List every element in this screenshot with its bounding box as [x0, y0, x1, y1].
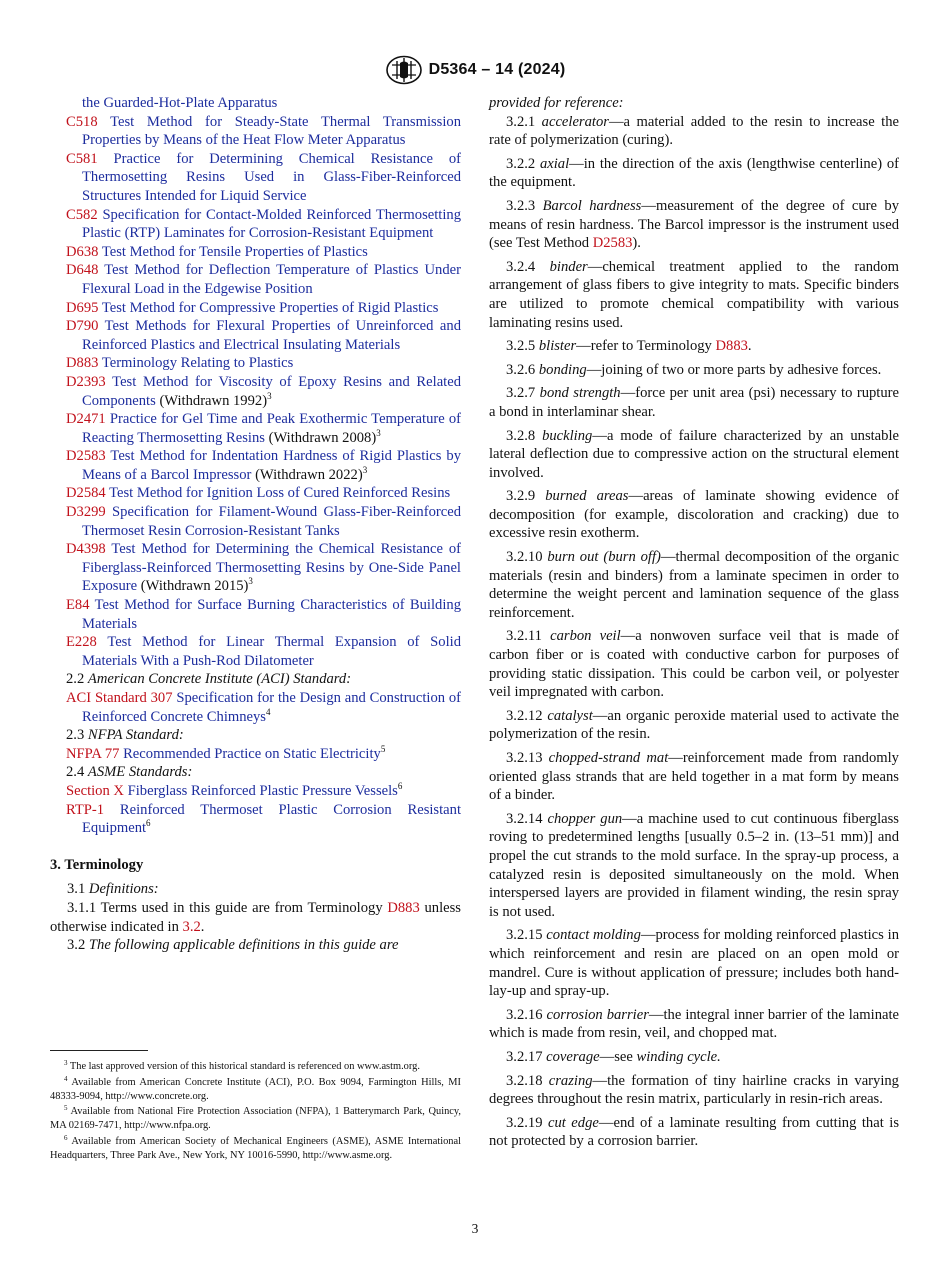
reference-d883[interactable]: [66, 354, 461, 373]
definitions-list: [489, 113, 899, 1151]
reference-title[interactable]: Practice for Determining Chemical Resistance of Thermosetting Resins Used in Glass-Fiber-Reinforced Structures Intended for Liquid Service: [82, 150, 461, 204]
reference-nfpa-77[interactable]: NFPA 77 Recommended Practice on Static Electricity$^5$: [66, 743, 386, 762]
definition-3-2-5: [489, 337, 899, 356]
reference-d2471[interactable]: [66, 410, 461, 447]
footnote-divider: [50, 1050, 148, 1051]
definition-3-2-17: [489, 1048, 899, 1067]
footnote-ref[interactable]: 3: [376, 427, 381, 438]
definition-text: —see: [599, 1048, 637, 1065]
definition-text-end: ).: [632, 235, 641, 252]
definition-number: 3.2.9: [506, 488, 536, 505]
definition-term: axial: [539, 155, 570, 172]
definition-text: —in the direction of the axis (lengthwise centerline) of the equipment.: [489, 155, 899, 191]
definition-3-2-19: [489, 1114, 899, 1151]
footnote-3: [50, 1060, 461, 1074]
definition-number: 3.2.16: [506, 1006, 543, 1023]
definitions-intro: provided for reference:: [489, 95, 624, 111]
reference-rtp-1[interactable]: RTP-1 Reinforced Thermoset Plastic Corrosion Resistant Equipment$^6$: [66, 801, 461, 837]
definition-text: —refer to Terminology: [576, 338, 716, 355]
definition-term: burned areas: [545, 488, 629, 505]
aci-heading: 2.2 American Concrete Institute (ACI) Standard:: [66, 671, 352, 688]
definition-text: —measurement of the degree of cure by means of resin hardness. The Barcol impressor is the instrument used (see Test Method: [489, 197, 899, 252]
definition-text: —areas of laminate showing evidence of decomposition (for example, discoloration and cracking) due to excessive resin exotherm.: [489, 488, 899, 542]
definition-text: —process for molding reinforced plastics in which reinforcement and resin are placed on an open mold or mandrel. Cure is without application of pressure; includes both hand-lay-up and spray-up.: [489, 927, 899, 1000]
reference-code[interactable]: D2584: [66, 485, 106, 502]
reference-code[interactable]: D2471: [66, 411, 106, 428]
reference-d638[interactable]: [66, 243, 461, 262]
section-3-2: 3.2 The following applicable definitions in this guide are: [67, 937, 399, 954]
definition-3-2-3: [489, 197, 899, 253]
reference-e228[interactable]: [66, 633, 461, 670]
footnote-number: 3: [64, 1059, 68, 1067]
reference-code[interactable]: E228: [66, 634, 97, 651]
footnote-number: 6: [64, 1133, 68, 1142]
reference-title[interactable]: Test Method for Linear Thermal Expansion of Solid Materials With a Push-Rod Dilatometer: [82, 634, 461, 669]
reference-code[interactable]: C518: [66, 113, 98, 130]
footnote-ref[interactable]: 3: [267, 390, 272, 401]
reference-title[interactable]: Test Method for Surface Burning Characteristics of Building Materials: [82, 597, 461, 632]
reference-code[interactable]: C581: [66, 150, 98, 167]
reference-title[interactable]: Test Methods for Flexural Properties of Unreinforced and Reinforced Plastics and Electrical Insulating Materials: [82, 318, 461, 353]
definition-link[interactable]: D883: [715, 338, 748, 355]
document-designation: D5364 – 14 (2024): [428, 61, 566, 78]
definition-number: 3.2.18: [506, 1072, 543, 1089]
definition-3-2-11: [489, 627, 899, 701]
definition-number: 3.2.11: [506, 628, 542, 645]
reference-code[interactable]: D638: [66, 243, 99, 260]
reference-d3299[interactable]: [66, 503, 461, 540]
definition-number: 3.2.14: [506, 810, 543, 827]
reference-d2584[interactable]: [66, 484, 461, 503]
asme-heading: 2.4 ASME Standards:: [66, 764, 193, 781]
definition-3-2-15: [489, 926, 899, 1000]
footnote-5: [50, 1105, 461, 1133]
definition-3-2-4: [489, 258, 899, 332]
definition-3-2-12: [489, 707, 899, 744]
reference-c518[interactable]: [66, 113, 461, 150]
reference-d790[interactable]: [66, 317, 461, 354]
reference-title[interactable]: Specification for Filament-Wound Glass-Fiber-Reinforced Thermoset Resin Corrosion-Resistant Tanks: [82, 504, 461, 539]
definition-number: 3.2.3: [506, 197, 536, 214]
definition-text: —end of a laminate resulting from cutting that is not protected by a corrosion barrier.: [489, 1114, 899, 1150]
reference-d648[interactable]: [66, 261, 461, 298]
reference-d4398[interactable]: [66, 540, 461, 596]
reference-c582[interactable]: [66, 206, 461, 243]
definition-text: —the integral inner barrier of the laminate which is made from resin, veil, and chopped mat.: [489, 1006, 899, 1042]
definition-3-2-2: [489, 155, 899, 192]
definition-number: 3.2.2: [506, 155, 536, 172]
left-column: [50, 94, 462, 955]
definition-3-2-16: [489, 1006, 899, 1043]
definition-link[interactable]: D2583: [592, 235, 633, 252]
definition-number: 3.2.6: [506, 361, 536, 378]
reference-code[interactable]: E84: [66, 597, 90, 614]
definition-number: 3.2.1: [506, 113, 536, 130]
definition-term: burn out (burn off): [547, 549, 661, 566]
definition-text: —the formation of tiny hairline cracks in varying degrees throughout the resin matrix, particularly in resin-rich areas.: [489, 1072, 899, 1108]
definition-term: bond strength: [539, 385, 621, 402]
section-3-1: 3.1 Definitions:: [67, 881, 159, 898]
footnote-text: The last approved version of this historical standard is referenced on www.astm.org.: [69, 1061, 420, 1072]
definition-term: blister: [538, 338, 577, 355]
footnotes: [50, 1060, 461, 1165]
reference-title[interactable]: Test Method for Viscosity of Epoxy Resins and Related Components: [82, 373, 462, 409]
withdrawn-note: (Withdrawn 1992): [159, 392, 268, 409]
definition-3-2-6: [489, 361, 899, 380]
footnote-ref[interactable]: 3: [362, 464, 368, 475]
definition-number: 3.2.12: [506, 707, 543, 724]
reference-code[interactable]: D695: [66, 299, 99, 316]
definition-text: —a material added to the resin to increase the rate of polymerization (curing).: [489, 113, 899, 149]
terminology-heading: 3. Terminology: [50, 856, 144, 873]
definition-term: bonding: [538, 361, 587, 378]
reference-title[interactable]: Test Method for Determining the Chemical Resistance of Fiberglass-Reinforced Thermosetting Resins by One-Side Panel Exposure: [82, 541, 461, 595]
page-number: 3: [471, 1221, 479, 1236]
definition-term: carbon veil: [550, 628, 621, 645]
definition-number: 3.2.10: [506, 549, 543, 566]
reference-code[interactable]: D2583: [66, 448, 106, 465]
definition-number: 3.2.7: [506, 385, 536, 402]
definition-text: —a nonwoven surface veil that is made of carbon fiber or is coated with conductive carbon for purposes of providing static dissipation. This could be carbon veil, or polyester veil impregnated with carbon.: [489, 628, 899, 701]
definition-3-2-14: [489, 810, 899, 922]
footnote-number: 5: [64, 1104, 68, 1113]
reference-code[interactable]: D790: [66, 318, 99, 335]
reference-title[interactable]: Test Method for Indentation Hardness of Rigid Plastics by Means of a Barcol Impressor: [82, 448, 462, 483]
definition-text: —reinforcement made from randomly oriented glass strands that are held together in a mat form by means of a binder.: [489, 750, 899, 804]
definition-3-2-7: [489, 384, 899, 421]
page-header: [0, 54, 950, 86]
definition-term: contact molding: [546, 927, 641, 944]
footnote-text: Available from American Concrete Institute (ACI), P.O. Box 9094, Farmington Hills, MI 48333-9094, http://www.concrete.org.: [50, 1076, 461, 1102]
definition-3-2-9: [489, 487, 899, 543]
section-3-1-1: 3.1.1 Terms used in this guide are from Terminology D883 unless otherwise indicated in 3.2.: [50, 899, 461, 935]
reference-section-x[interactable]: Section X Fiberglass Reinforced Plastic Pressure Vessels$^6$: [66, 780, 403, 799]
reference-code[interactable]: C582: [66, 206, 98, 223]
definition-text: —joining of two or more parts by adhesive forces.: [586, 361, 882, 378]
withdrawn-note: (Withdrawn 2015): [140, 578, 249, 595]
reference-c581[interactable]: [66, 150, 461, 206]
definition-text-end: .: [747, 338, 752, 355]
definition-text: —thermal decomposition of the organic materials (resin and binders) from a laminate specimen in order to determine the weight percent and lamination sequence of the glass reinforcement.: [489, 549, 899, 621]
definition-term: corrosion barrier: [546, 1006, 649, 1023]
definition-number: 3.2.5: [506, 338, 536, 355]
reference-title[interactable]: Test Method for Compressive Properties of Rigid Plastics: [101, 299, 439, 316]
reference-title[interactable]: Practice for Gel Time and Peak Exothermic Temperature of Reacting Thermosetting Resins: [82, 411, 461, 446]
withdrawn-note: (Withdrawn 2022): [255, 466, 363, 483]
definition-number: 3.2.8: [506, 427, 536, 444]
link-section-3-2[interactable]: 3.2: [182, 918, 201, 935]
withdrawn-note: (Withdrawn 2008): [268, 429, 377, 446]
definition-number: 3.2.4: [506, 258, 536, 275]
referenced-documents-list: [66, 113, 461, 671]
reference-d2393[interactable]: [66, 373, 461, 410]
definition-text: —a machine used to cut continuous fiberglass roving to predetermined lengths [usually 0.5–2 in. (13–51 mm)] and propel the cut strands to the mold surface. In the spray-up process, a catalyzed resin is deposited simultaneously on the mold. When interspersed layers are provided in filament winding, the resin spray is not used.: [489, 810, 899, 920]
definition-number: 3.2.17: [506, 1048, 543, 1065]
footnote-text: Available from American Society of Mechanical Engineers (ASME), ASME International Headquarters, Three Park Ave., New York, NY 10016-5990, http://www.asme.org.: [50, 1135, 461, 1161]
definition-term: binder: [549, 258, 588, 275]
definition-term: catalyst: [547, 707, 593, 724]
definition-text: —an organic peroxide material used to activate the polymerization of the resin.: [489, 707, 899, 743]
definition-number: 3.2.19: [506, 1114, 543, 1131]
reference-continuation[interactable]: the Guarded-Hot-Plate Apparatus: [82, 95, 278, 111]
footnote-6: [50, 1135, 461, 1163]
definition-number: 3.2.15: [506, 927, 543, 944]
footnote-number: 4: [64, 1074, 68, 1083]
footnote-4: [50, 1076, 461, 1104]
astm-logo-icon: [385, 55, 423, 85]
definition-3-2-1: [489, 113, 899, 150]
footnote-text: Available from National Fire Protection Association (NFPA), 1 Batterymarch Park, Quincy, MA 02169-7471, http://www.nfpa.org.: [50, 1106, 462, 1132]
reference-d695[interactable]: [66, 299, 461, 318]
reference-title[interactable]: Specification for Contact-Molded Reinforced Thermosetting Plastic (RTP) Laminates for Corrosion-Resistant Equipment: [82, 206, 461, 242]
definition-3-2-13: [489, 749, 899, 805]
footnote-ref[interactable]: 3: [248, 576, 253, 587]
reference-code[interactable]: D4398: [66, 541, 106, 558]
reference-code[interactable]: D883: [66, 355, 99, 372]
nfpa-heading: 2.3 NFPA Standard:: [66, 727, 184, 744]
reference-d2583[interactable]: [66, 447, 461, 484]
reference-title[interactable]: Test Method for Tensile Properties of Plastics: [101, 243, 368, 260]
definition-3-2-10: [489, 548, 899, 622]
reference-title[interactable]: Terminology Relating to Plastics: [101, 355, 294, 372]
definition-term: crazing: [548, 1072, 593, 1089]
definition-text: —force per unit area (psi) necessary to rupture a bond in interlaminar shear.: [489, 385, 899, 420]
definition-see-also: winding cycle.: [636, 1048, 721, 1065]
reference-code[interactable]: D648: [66, 262, 99, 279]
definition-term: chopped-strand mat: [548, 750, 669, 766]
definition-term: Barcol hardness: [542, 197, 642, 214]
reference-title[interactable]: Test Method for Ignition Loss of Cured Reinforced Resins: [109, 485, 451, 502]
definition-term: chopper gun: [547, 810, 623, 827]
reference-title[interactable]: Test Method for Steady-State Thermal Transmission Properties by Means of the Heat Flow Meter Apparatus: [82, 113, 462, 149]
reference-code[interactable]: D2393: [66, 373, 106, 390]
definition-term: buckling: [542, 427, 593, 444]
reference-title[interactable]: Test Method for Deflection Temperature of Plastics Under Flexural Load in the Edgewise Position: [82, 262, 461, 297]
definition-term: coverage: [546, 1048, 600, 1065]
definition-3-2-8: [489, 427, 899, 483]
right-column: [489, 94, 899, 1156]
definition-term: accelerator: [541, 113, 609, 130]
definition-text: —chemical treatment applied to the random arrangement of glass fibers to give integrity to mats. Specific binders are utilized to promote chemical compatibility with various laminating resins used.: [489, 258, 899, 331]
definition-number: 3.2.13: [506, 750, 543, 766]
definition-3-2-18: [489, 1072, 899, 1109]
reference-aci-307[interactable]: ACI Standard 307 Specification for the Design and Construction of Reinforced Concrete Chimneys$^4$: [66, 690, 462, 725]
reference-code[interactable]: D3299: [66, 504, 106, 521]
definition-term: cut edge: [547, 1114, 599, 1131]
reference-e84[interactable]: [66, 596, 461, 633]
definition-text: —a mode of failure characterized by an unstable lateral deflection due to compressive action on the structural element involved.: [489, 427, 899, 481]
link-d883[interactable]: D883: [387, 899, 420, 916]
